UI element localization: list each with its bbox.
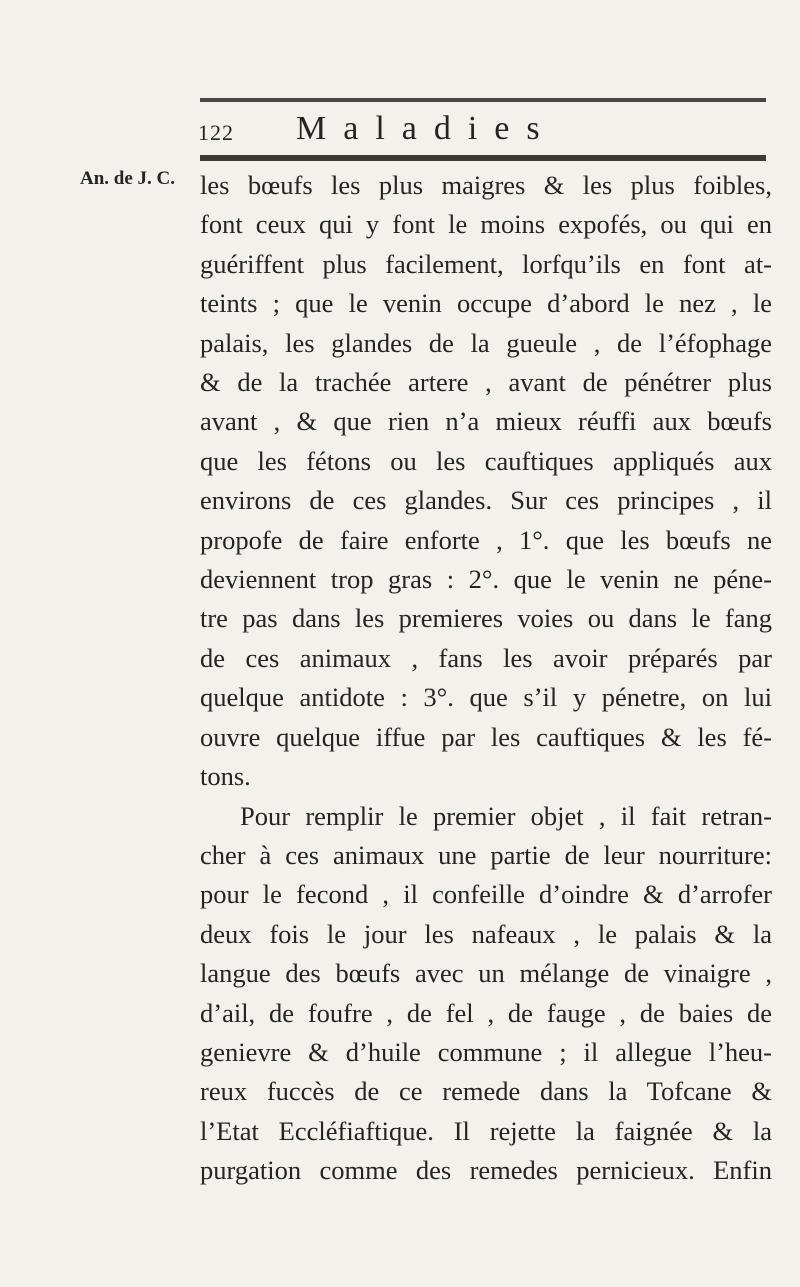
text-line: reux fuccès de ce remede dans la Tofcane & (200, 1076, 772, 1107)
text-line: & de la trachée artere , avant de pénétrer plus (200, 367, 772, 398)
text-line: deux fois le jour les nafeaux , le palais & la (200, 918, 772, 949)
margin-note: An. de J. C. (80, 168, 176, 189)
text-line: langue des bœufs avec un mélange de vinaigre , (200, 958, 772, 989)
text-line: tre pas dans les premieres voies ou dans le fang (200, 603, 772, 634)
text-line: teints ; que le venin occupe d’abord le nez , le (200, 288, 772, 319)
text-line: deviennent trop gras : 2°. que le venin ne péne- (200, 564, 772, 595)
text-line: palais, les glandes de la gueule , de l’éfophage (200, 327, 772, 358)
text-line: pour le fecond , il confeille d’oindre & d’arrofer (200, 879, 772, 910)
text-line: environs de ces glandes. Sur ces principes , il (200, 485, 772, 516)
text-line: cher à ces animaux une partie de leur nourriture: (200, 839, 772, 870)
text-line: Pour remplir le premier objet , il fait retran- (240, 800, 772, 831)
header-rule-bottom (200, 155, 766, 161)
text-line: que les fétons ou les cauftiques appliqués aux (200, 445, 772, 476)
text-line: font ceux qui y font le moins expofés, ou qui en (200, 209, 772, 240)
text-line: l’Etat Eccléfiaftique. Il rejette la faignée & la (200, 1115, 772, 1146)
text-line: propofe de faire enforte , 1°. que les bœufs ne (200, 524, 772, 555)
page-number: 122 (198, 120, 234, 145)
text-line: genievre & d’huile commune ; il allegue l’heu- (200, 1036, 772, 1067)
text-line: purgation comme des remedes pernicieux. Enfin (200, 1155, 772, 1186)
text-line: d’ail, de foufre , de fel , de fauge , de baies de (200, 997, 772, 1028)
text-line: tons. (200, 761, 251, 792)
text-line: quelque antidote : 3°. que s’il y pénetre, on lui (200, 682, 772, 713)
text-line: ouvre quelque iffue par les cauftiques & les fé- (200, 721, 772, 752)
text-line: les bœufs les plus maigres & les plus foibles, (200, 170, 772, 200)
running-title: Maladies (296, 110, 557, 147)
header-rule-top (200, 98, 766, 102)
text-line: avant , & que rien n’a mieux réuffi aux bœufs (200, 406, 772, 437)
text-line: de ces animaux , fans les avoir préparés par (200, 642, 772, 673)
body-text (200, 166, 772, 1191)
text-line: guériffent plus facilement, lorfqu’ils en font at- (200, 248, 772, 279)
